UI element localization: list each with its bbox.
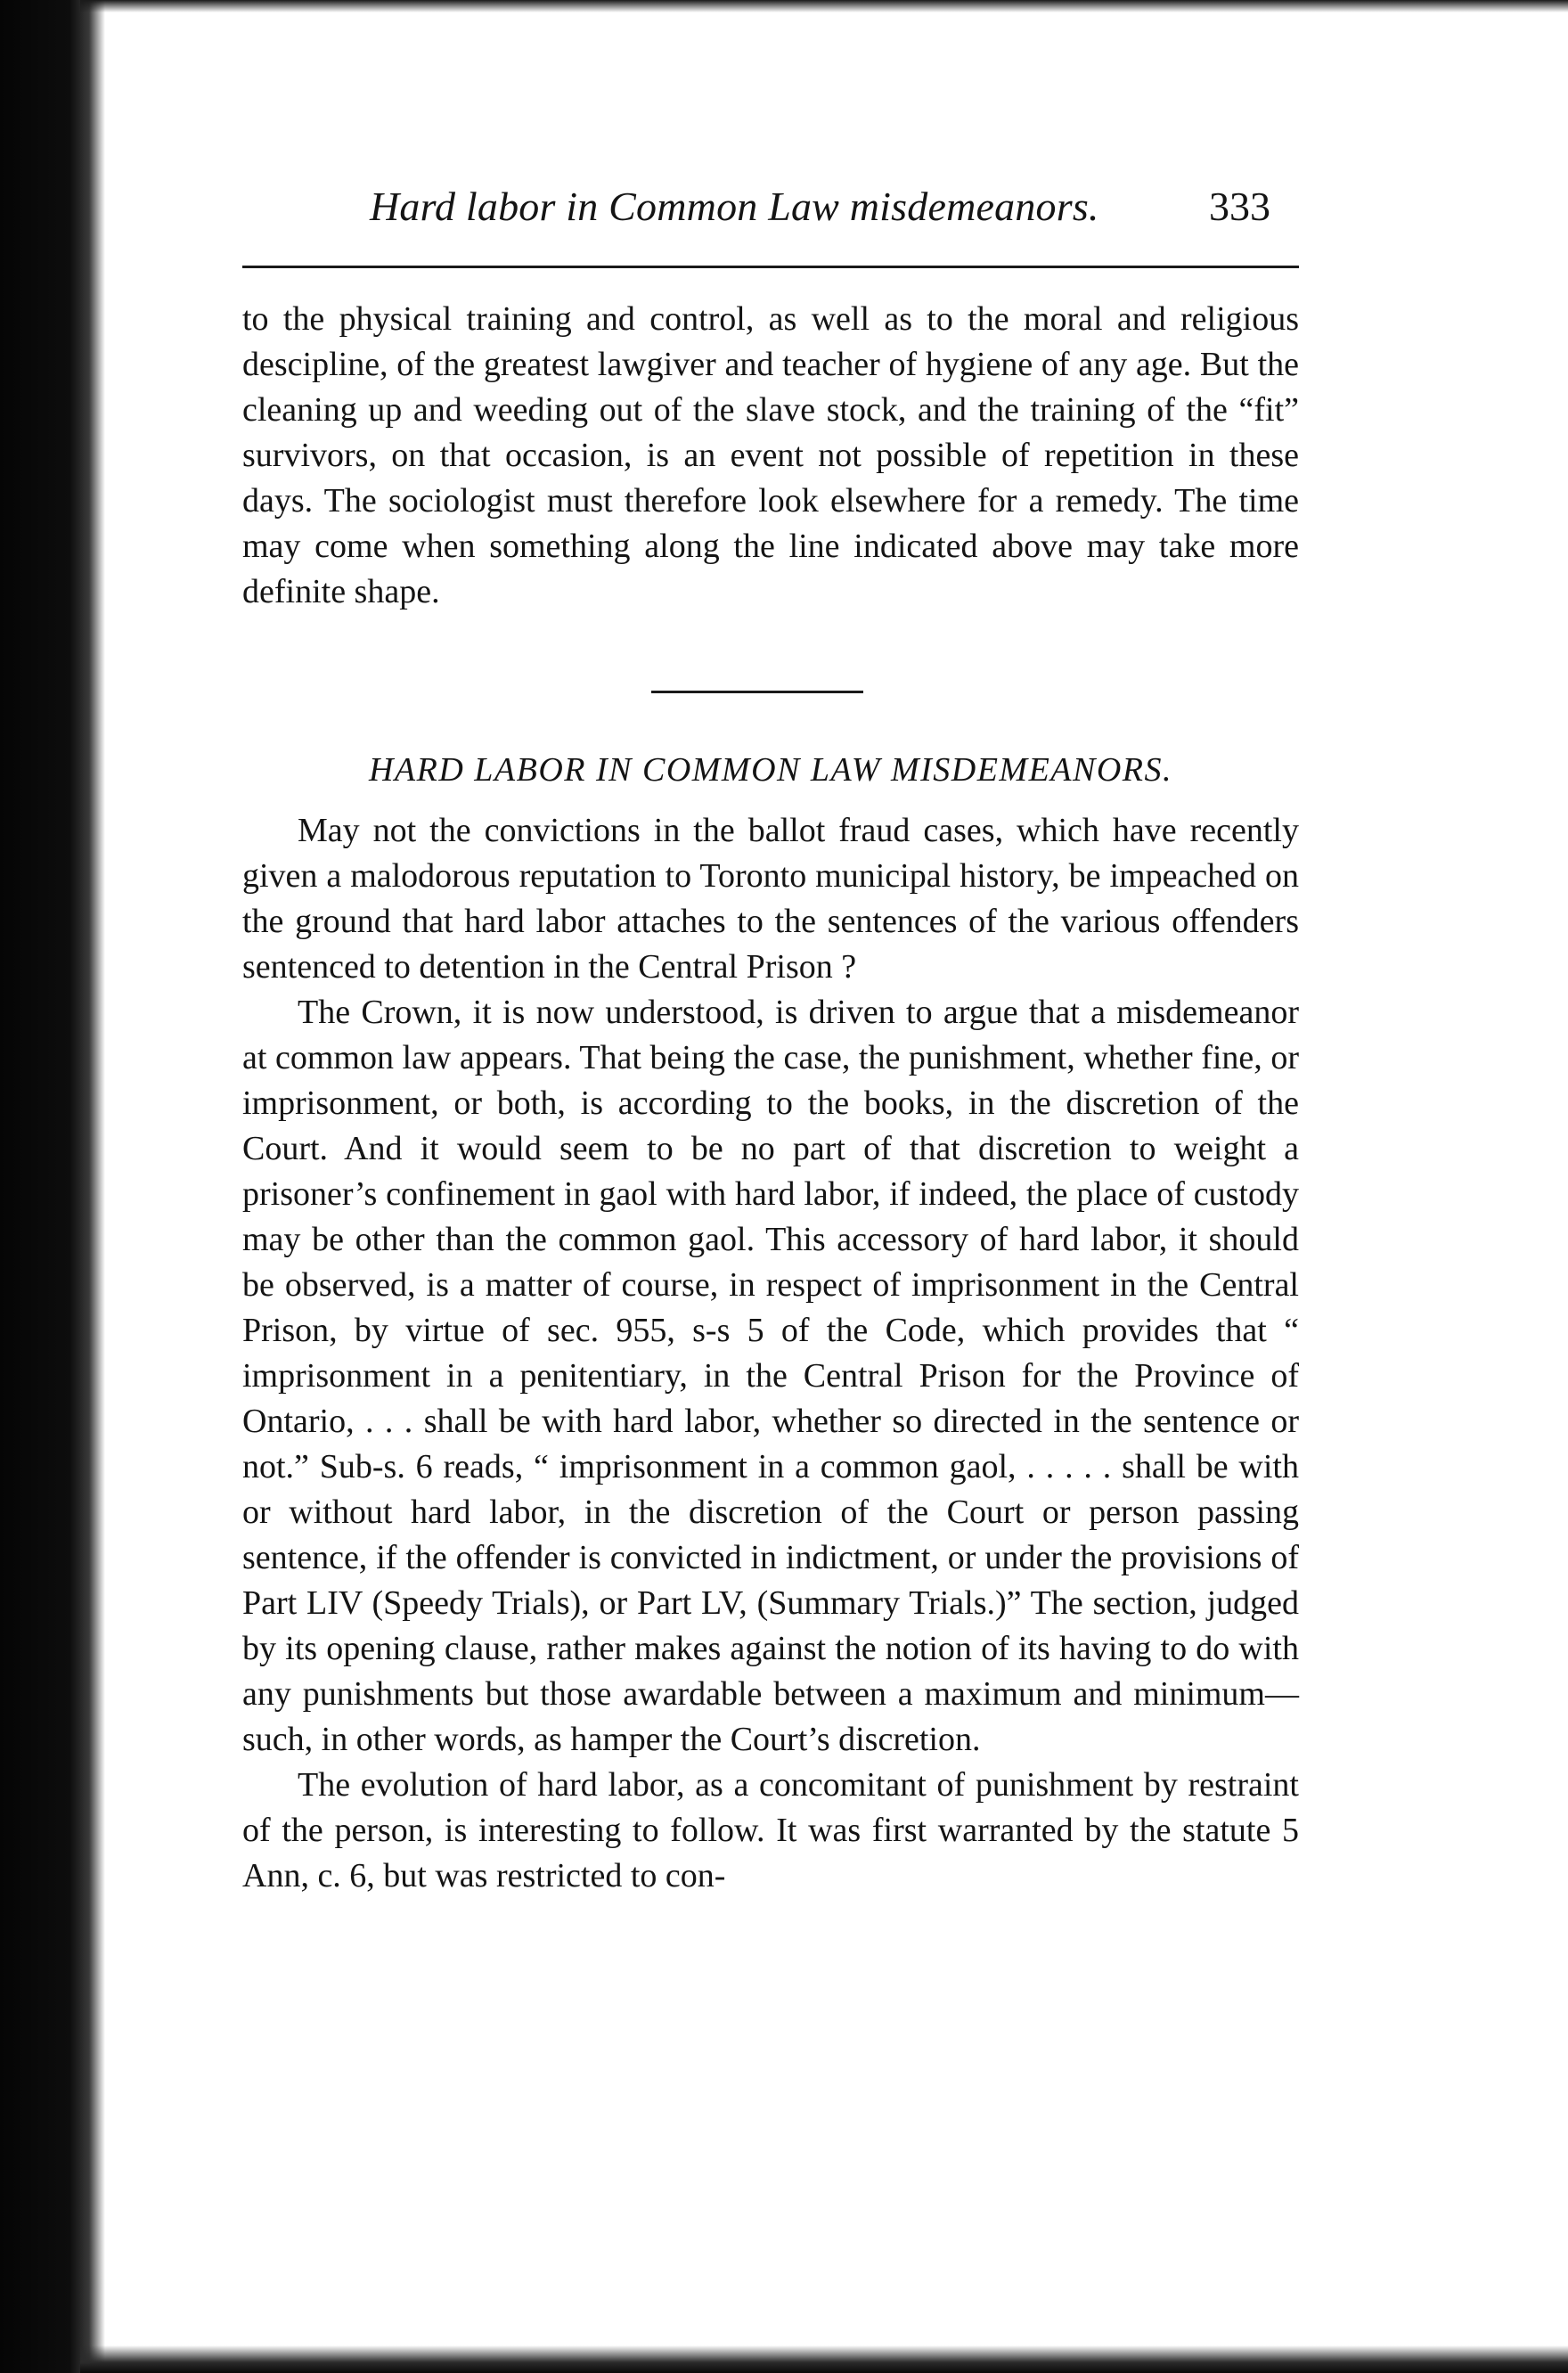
- scan-edge-top: [80, 0, 1568, 12]
- page-number: 333: [1209, 184, 1270, 229]
- paragraph: May not the convictions in the ballot fraud cases, which have recently given a malodorous reputation to Toronto municipal history, be impeached on the ground that hard labor attaches to the sentences of the various offenders sentenced to detention in the Central Prison ?: [242, 812, 1299, 986]
- paragraph: The Crown, it is now understood, is driven to argue that a misdemeanor at common law appears. That being the case, the punishment, whether fine, or imprisonment, or both, is according to the books, in the discretion of the Court. And it would seem to be no part of that discretion to weight a prisoner’s confinement in gaol with hard labor, if indeed, the place of custody may be other than the common gaol. This accessory of hard labor, it should be observed, is a matter of course, in respect of imprisonment in the Central Prison, by virtue of sec. 955, s-s 5 of the Code, which provides that “ imprisonment in a penitentiary, in the Central Prison for the Province of Ontario, . . . shall be with hard labor, whether so directed in the sentence or not.” Sub-s. 6 reads, “ imprisonment in a common gaol, . . . . . shall be with or without hard labor, in the discretion of the Court or person passing sentence, if the offender is convicted in indictment, or under the provisions of Part LIV (Speedy Trials), or Part LV, (Summary Trials.)” The section, judged by its opening clause, rather makes against the notion of its having to do with any punishments but those awardable between a maximum and minimum—such, in other words, as hamper the Court’s discretion.: [242, 994, 1299, 1758]
- running-header: [242, 183, 1299, 236]
- section-divider: [651, 691, 863, 693]
- running-title: Hard labor in Common Law misdemeanors.: [370, 184, 1099, 229]
- continued-paragraph: to the physical training and control, as well as to the moral and religious descipline, of the greatest lawgiver and teacher of hygiene of any age. But the cleaning up and weeding out of the slave stock, and the training of the “fit” survivors, on that occasion, is an event not possible of repetition in these days. The sociologist must therefore look elsewhere for a remedy. The time may come when something along the line indicated above may take more definite shape.: [242, 300, 1299, 610]
- header-rule: [242, 266, 1299, 268]
- paragraph: The evolution of hard labor, as a concomitant of punishment by restraint of the person, is interesting to follow. It was first warranted by the statute 5 Ann, c. 6, but was restricted to con-: [242, 1766, 1299, 1894]
- scan-edge-left: [0, 0, 105, 2373]
- section-body: [242, 808, 1299, 1899]
- section-heading: HARD LABOR IN COMMON LAW MISDEMEANORS.: [368, 751, 1173, 789]
- continued-paragraph-block: [242, 297, 1299, 615]
- scan-edge-bottom: [80, 2345, 1568, 2373]
